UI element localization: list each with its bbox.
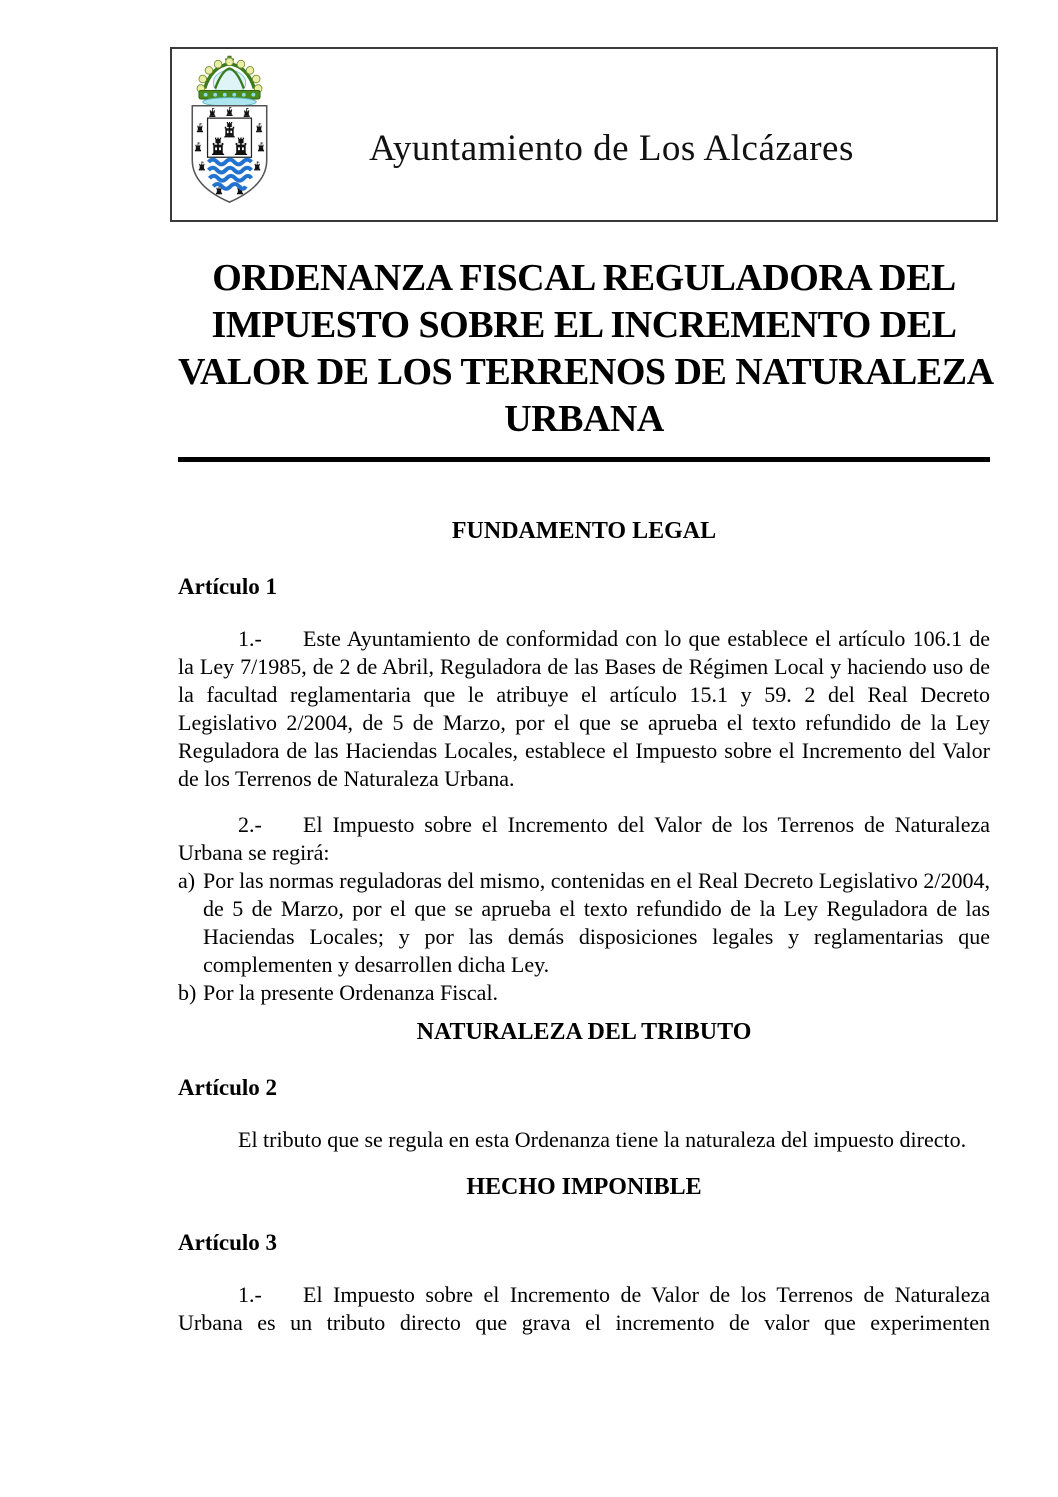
article-1-list-item-b [178,979,990,1007]
paragraph-number: 1.- [238,1282,262,1307]
list-marker: b) [178,980,197,1005]
paragraph-text: Este Ayuntamiento de conformidad con lo que establece el artículo 106.1 de la Ley 7/1985, de 2 de Abril, Reguladora de las Bases de Régimen Local y haciendo uso de la facultad reglamentaria que le atribuye el artículo 15.1 y 59. 2 del Real Decreto Legislativo 2/2004, de 5 de Marzo, por el que se aprueba el texto refundido de la Ley Reguladora de las Haciendas Locales, establece el Impuesto sobre el Incremento del Valor de los Terrenos de Naturaleza Urbana. [178,626,990,791]
section-heading-naturaleza-del-tributo: NATURALEZA DEL TRIBUTO [416,1019,752,1045]
municipality-name: Ayuntamiento de Los Alcázares [369,128,854,169]
document-title-line: ORDENANZA FISCAL REGULADORA DEL [212,257,956,299]
document-title-line: IMPUESTO SOBRE EL INCREMENTO DEL [211,304,957,346]
coat-of-arms-icon [177,55,282,207]
section-heading-hecho-imponible: HECHO IMPONIBLE [466,1174,702,1200]
article-1-paragraph-1 [178,625,990,793]
document-title [178,255,994,443]
paragraph-text: El Impuesto sobre el Incremento de Valor de los Terrenos de Naturaleza Urbana es un tributo directo que grava el incremento de valor que experimenten [178,1282,990,1335]
crown [197,56,262,106]
list-marker: a) [178,868,196,893]
article-2-title: Artículo 2 [178,1075,278,1100]
section-heading-fundamento-legal: FUNDAMENTO LEGAL [451,518,717,544]
article-1-list-item-a [178,867,990,979]
shield [192,106,266,202]
coat-of-arms [172,49,282,220]
paragraph-number: 1.- [238,626,262,651]
document-title-line: URBANA [504,398,664,440]
article-1-title: Artículo 1 [178,574,278,599]
article-1-paragraph-2 [178,811,990,867]
article-3-title: Artículo 3 [178,1230,278,1255]
paragraph-text: El Impuesto sobre el Incremento del Valor de los Terrenos de Naturaleza Urbana se regirá: [178,812,990,865]
paragraph-number: 2.- [238,812,262,837]
list-item-text: Por la presente Ordenanza Fiscal. [203,980,499,1005]
list-item-text: Por las normas reguladoras del mismo, contenidas en el Real Decreto Legislativo 2/2004, de 5 de Marzo, por el que se aprueba el texto refundido de la Ley Reguladora de las Haciendas Locales; y por las demás disposiciones legales y reglamentarias que complementen y desarrollen dicha Ley. [203,868,990,977]
article-2-paragraph: El tributo que se regula en esta Ordenanza tiene la naturaleza del impuesto directo. [238,1127,967,1152]
article-3-paragraph-1 [178,1281,990,1337]
document-content [178,222,994,1355]
header-box [170,47,998,222]
document-title-line: VALOR DE LOS TERRENOS DE NATURALEZA [178,351,994,393]
title-rule [178,457,990,462]
